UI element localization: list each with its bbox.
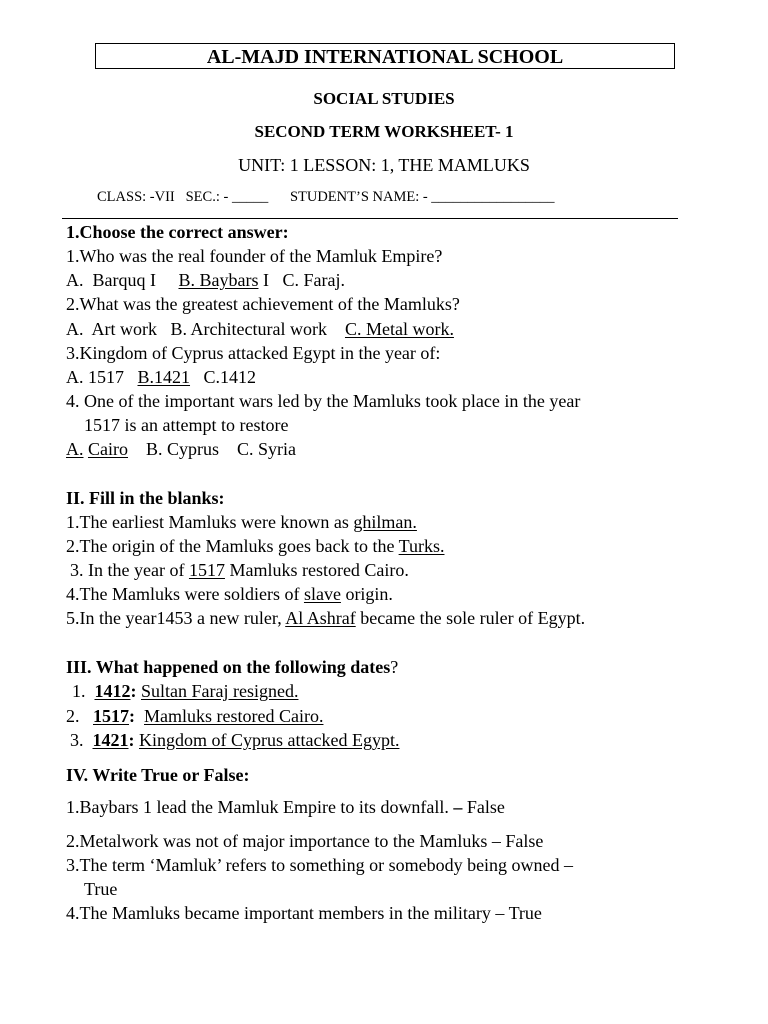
question-3 <box>66 342 440 364</box>
statement-3 <box>66 854 573 876</box>
date-1-event: Sultan Faraj resigned. <box>141 681 299 701</box>
q4-text-continued: 1517 is an attempt to restore <box>84 415 289 435</box>
date-1-year: 1412 <box>94 681 131 701</box>
date-1-number: 1. <box>72 681 86 701</box>
header-divider <box>62 218 678 219</box>
date-2 <box>66 705 323 727</box>
school-title: AL-MAJD INTERNATIONAL SCHOOL <box>95 43 675 69</box>
section3-title: III. What happened on the following dates <box>66 657 391 677</box>
q2-text: What was the greatest achievement of the Mamluks? <box>79 294 460 314</box>
fill-1-text: The earliest Mamluks were known as <box>79 512 354 532</box>
statement-2 <box>66 830 543 852</box>
fill-3-answer: 1517 <box>188 560 225 580</box>
q2-option-b: B. Architectural work <box>170 319 327 339</box>
fill-4-text: The Mamluks were soldiers of <box>79 584 304 604</box>
statement-2-text: Metalwork was not of major importance to the Mamluks – False <box>79 831 544 851</box>
fill-3-number: 3. <box>70 560 84 580</box>
question-2 <box>66 293 460 315</box>
q4-options <box>66 438 296 460</box>
q1-option-b: B. Baybars <box>178 270 259 290</box>
q2-option-c: C. Metal work. <box>344 319 454 339</box>
date-1 <box>72 680 298 702</box>
question-1 <box>66 245 442 267</box>
fill-1-answer: ghilman. <box>353 512 417 532</box>
fill-1-number: 1. <box>66 512 80 532</box>
section1-number: 1. <box>66 222 80 242</box>
q4-option-b: B. Cyprus <box>146 439 220 459</box>
date-3-year: 1421 <box>92 730 129 750</box>
q1-options <box>66 269 345 291</box>
statement-4-text: The Mamluks became important members in the military – True <box>79 903 542 923</box>
q3-option-a: A. 1517 <box>66 367 124 387</box>
fill-5-answer: Al Ashraf <box>285 608 356 628</box>
date-2-event: Mamluks restored Cairo. <box>144 706 324 726</box>
q1-option-c: C. Faraj. <box>282 270 345 290</box>
worksheet-heading: SECOND TERM WORKSHEET- 1 <box>254 122 514 141</box>
statement-4-number: 4. <box>66 903 80 923</box>
date-2-colon: : <box>129 706 135 726</box>
statement-1-text: Baybars 1 lead the Mamluk Empire to its downfall. <box>79 797 454 817</box>
fill-5-text-after: became the sole ruler of Egypt. <box>355 608 586 628</box>
section3-heading <box>66 656 398 678</box>
date-1-colon: : <box>130 681 137 701</box>
q4-text: One of the important wars led by the Mamluks took place in the year <box>84 391 581 411</box>
q4-number: 4. <box>66 391 80 411</box>
q3-options <box>66 366 256 388</box>
statement-3-text: The term ‘Mamluk’ refers to something or somebody being owned – <box>79 855 574 875</box>
q3-option-c: C.1412 <box>203 367 257 387</box>
fill-3-text-after: Mamluks restored Cairo. <box>224 560 409 580</box>
statement-1-dash: – <box>453 797 463 817</box>
statement-1-answer: False <box>462 797 505 817</box>
fill-2-number: 2. <box>66 536 80 556</box>
fill-1 <box>66 511 417 533</box>
section1-heading <box>66 221 289 243</box>
statement-1 <box>66 796 505 818</box>
q2-option-a: A. Art work <box>66 319 157 339</box>
fill-3 <box>70 559 409 581</box>
q2-number: 2. <box>66 294 80 314</box>
q1-number: 1. <box>66 246 80 266</box>
unit-heading: UNIT: 1 LESSON: 1, THE MAMLUKS <box>238 155 530 175</box>
subject-heading: SOCIAL STUDIES <box>313 89 455 108</box>
statement-3-number: 3. <box>66 855 80 875</box>
question-4 <box>66 390 580 412</box>
fill-3-text: In the year of <box>88 560 189 580</box>
section3-question-mark: ? <box>390 657 399 677</box>
q3-number: 3. <box>66 343 80 363</box>
q4-option-a-word: Cairo <box>88 439 128 459</box>
q1-option-a: A. Barquq I <box>66 270 156 290</box>
date-3 <box>70 729 399 751</box>
statement-1-number: 1. <box>66 797 80 817</box>
section4-heading: IV. Write True or False: <box>66 765 250 785</box>
q3-option-b: B.1421 <box>137 367 191 387</box>
statement-4 <box>66 902 542 924</box>
section1-title: Choose the correct answer: <box>79 222 289 242</box>
q1-text: Who was the real founder of the Mamluk Empire? <box>79 246 443 266</box>
q4-option-c: C. Syria <box>237 439 297 459</box>
fill-2-answer: Turks. <box>398 536 445 556</box>
q2-options <box>66 318 454 340</box>
fill-2-text: The origin of the Mamluks goes back to the <box>79 536 399 556</box>
class-line: CLASS: -VII SEC.: - _____ STUDENT’S NAME: - _________________ <box>97 189 555 205</box>
fill-4-answer: slave <box>303 584 341 604</box>
fill-5 <box>66 607 585 629</box>
fill-5-text: In the year1453 a new ruler, <box>79 608 286 628</box>
fill-4-text-after: origin. <box>340 584 393 604</box>
section2-heading: II. Fill in the blanks: <box>66 488 225 508</box>
date-2-number: 2. <box>66 706 80 726</box>
date-3-event: Kingdom of Cyprus attacked Egypt. <box>139 730 400 750</box>
q1-option-b-suffix: I <box>258 270 269 290</box>
fill-4 <box>66 583 393 605</box>
date-3-number: 3. <box>70 730 84 750</box>
q3-text: Kingdom of Cyprus attacked Egypt in the year of: <box>79 343 441 363</box>
statement-3-answer: True <box>84 879 118 899</box>
date-2-year: 1517 <box>93 706 129 726</box>
statement-2-number: 2. <box>66 831 80 851</box>
q4-option-a-letter: A. <box>66 439 84 459</box>
fill-4-number: 4. <box>66 584 80 604</box>
date-3-colon: : <box>128 730 135 750</box>
fill-2 <box>66 535 444 557</box>
fill-5-number: 5. <box>66 608 80 628</box>
